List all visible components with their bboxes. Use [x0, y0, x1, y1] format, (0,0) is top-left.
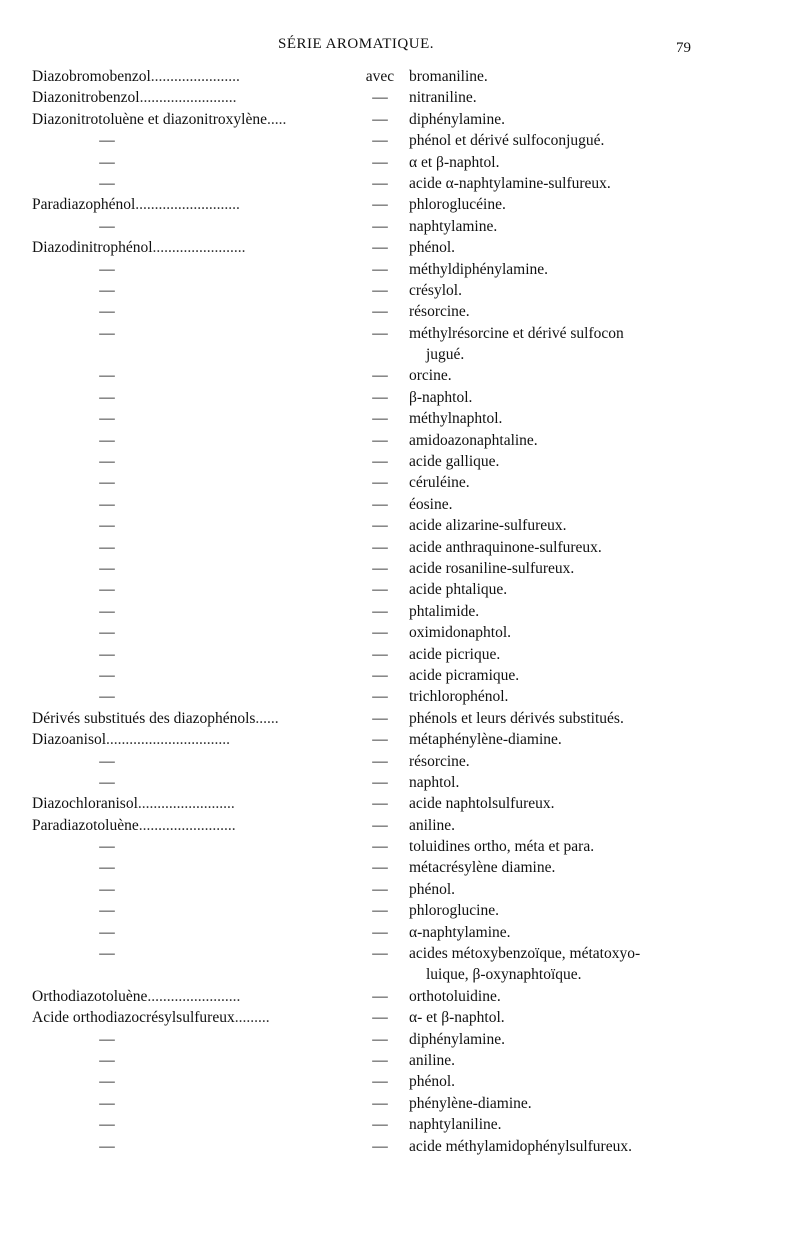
- compound-name: [32, 237, 358, 258]
- compound-name: [32, 323, 358, 344]
- relation-mark: —: [372, 410, 388, 428]
- reagent-name: orthotoluidine.: [409, 987, 501, 1005]
- relation-mark: —: [372, 303, 388, 321]
- compound-name: [32, 986, 358, 1007]
- table-row: [0, 365, 800, 386]
- running-head: SÉRIE AROMATIQUE.: [278, 36, 435, 52]
- table-row: [0, 579, 800, 600]
- compound-name: [32, 408, 358, 429]
- compound-name: [32, 1093, 358, 1114]
- relation-mark: —: [372, 324, 388, 342]
- relation-mark: —: [372, 281, 388, 299]
- relation-mark: —: [372, 388, 388, 406]
- ditto-mark: —: [99, 431, 115, 449]
- compound-name: [32, 66, 358, 87]
- ditto-mark: —: [99, 303, 115, 321]
- reagent-name: phénol.: [409, 1073, 456, 1091]
- ditto-mark: —: [99, 1116, 115, 1134]
- relation-mark: —: [372, 880, 388, 898]
- reagent-name: phloroglucéine.: [409, 196, 506, 214]
- ditto-mark: —: [99, 1030, 115, 1048]
- compound-name: [32, 1071, 358, 1092]
- reagent-name: méthyldiphénylamine.: [409, 260, 549, 278]
- dot-leader: .........................: [137, 795, 235, 813]
- reagent-name: diphénylamine.: [409, 1030, 505, 1048]
- ditto-mark: —: [99, 581, 115, 599]
- relation-mark: —: [372, 453, 388, 471]
- table-row: [0, 986, 800, 1007]
- relation-mark: —: [372, 581, 388, 599]
- compound-name: [32, 601, 358, 622]
- relation-mark: —: [372, 645, 388, 663]
- ditto-mark: —: [99, 132, 115, 150]
- ditto-mark: —: [99, 453, 115, 471]
- ditto-mark: —: [99, 559, 115, 577]
- dot-leader: .......................: [150, 68, 240, 85]
- ditto-mark: —: [99, 1051, 115, 1069]
- table-row: [0, 408, 800, 429]
- relation-mark: —: [372, 132, 388, 150]
- compound-name: [32, 708, 358, 729]
- relation-mark: —: [372, 838, 388, 856]
- ditto-mark: —: [99, 495, 115, 513]
- compound-label: Diazochloranisol: [32, 795, 138, 813]
- reagent-name: aniline.: [409, 1051, 456, 1069]
- relation-mark: —: [372, 196, 388, 214]
- compound-name: [32, 387, 358, 408]
- reagent-name: acide naphtolsulfureux.: [409, 795, 555, 813]
- relation-mark: —: [372, 474, 388, 492]
- table-row: [0, 451, 800, 472]
- relation-mark: —: [372, 174, 388, 192]
- reagent-name: phénylène-diamine.: [409, 1094, 532, 1112]
- compound-name: [32, 579, 358, 600]
- table-row: [0, 344, 800, 365]
- reagent-name: amidoazonaphtaline.: [409, 431, 538, 449]
- compound-name: [32, 494, 358, 515]
- ditto-mark: —: [99, 517, 115, 535]
- ditto-mark: —: [99, 773, 115, 791]
- reagent-name: céruléine.: [409, 474, 470, 492]
- table-row: [0, 430, 800, 451]
- compound-name: [32, 259, 358, 280]
- compound-label: Diazodinitrophénol: [32, 239, 153, 257]
- relation-mark: —: [372, 1051, 388, 1069]
- table-row: [0, 152, 800, 173]
- reagent-name: acide phtalique.: [409, 581, 508, 599]
- reagent-name: phénol.: [409, 880, 456, 898]
- dot-leader: ........................: [152, 239, 246, 257]
- table-row: [0, 815, 800, 836]
- compound-name: [32, 1029, 358, 1050]
- relation-mark: —: [372, 1116, 388, 1134]
- compound-name: [32, 622, 358, 643]
- ditto-mark: —: [99, 838, 115, 856]
- relation-mark: —: [372, 538, 388, 556]
- table-row: [0, 1093, 800, 1114]
- dot-leader: .........................: [138, 816, 236, 834]
- compound-label: Diazoanisol: [32, 731, 107, 749]
- compound-name: [32, 1114, 358, 1135]
- reagent-name: acide α-naphtylamine-sulfureux.: [409, 174, 611, 192]
- table-row: [0, 472, 800, 493]
- compound-name: [32, 472, 358, 493]
- reagent-name: α-naphtylamine.: [409, 923, 511, 941]
- dot-leader: ................................: [106, 731, 231, 749]
- compound-name: [32, 836, 358, 857]
- ditto-mark: —: [99, 281, 115, 299]
- relation-mark: —: [372, 859, 388, 877]
- ditto-mark: —: [99, 602, 115, 620]
- dot-leader: .........: [234, 1009, 270, 1027]
- compound-name: [32, 87, 358, 108]
- relation-mark: —: [372, 559, 388, 577]
- compound-name: [32, 173, 358, 194]
- relation-mark: —: [372, 688, 388, 706]
- table-row: [0, 686, 800, 707]
- compound-name: [32, 365, 358, 386]
- table-row: [0, 301, 800, 322]
- relation-mark: —: [372, 923, 388, 941]
- relation-mark: —: [372, 89, 388, 107]
- table-row: [0, 237, 800, 258]
- ditto-mark: —: [99, 410, 115, 428]
- reagent-name: acide gallique.: [409, 453, 500, 471]
- table-row: [0, 387, 800, 408]
- table-row: [0, 751, 800, 772]
- reagent-name: métacrésylène diamine.: [409, 859, 556, 877]
- reagent-name: naphtylaniline.: [409, 1116, 502, 1134]
- table-row: [0, 280, 800, 301]
- relation-mark: —: [372, 239, 388, 257]
- compound-name: [32, 194, 358, 215]
- table-row: [0, 900, 800, 921]
- table-row: [0, 772, 800, 793]
- table-row: [0, 644, 800, 665]
- compound-label: Diazobromobenzol: [32, 68, 151, 85]
- reagent-name: nitraniline.: [409, 89, 477, 107]
- compound-name: [32, 772, 358, 793]
- table-row: [0, 665, 800, 686]
- table-row: [0, 323, 800, 344]
- relation-mark: —: [372, 987, 388, 1005]
- page-header: [0, 36, 800, 56]
- reagent-name: résorcine.: [409, 752, 470, 770]
- table-row: [0, 66, 800, 87]
- reaction-table: [0, 66, 800, 1157]
- relation-mark: —: [372, 773, 388, 791]
- ditto-mark: —: [99, 752, 115, 770]
- compound-name: [32, 430, 358, 451]
- reagent-name: acide méthylamidophénylsulfureux.: [409, 1137, 632, 1155]
- reagent-name: phénols et leurs dérivés substitués.: [409, 709, 624, 727]
- reagent-name: acide anthraquinone-sulfureux.: [409, 538, 602, 556]
- table-row: [0, 943, 800, 964]
- compound-name: [32, 1136, 358, 1157]
- ditto-mark: —: [99, 474, 115, 492]
- ditto-mark: —: [99, 880, 115, 898]
- reagent-name: aniline.: [409, 816, 456, 834]
- compound-name: [32, 1007, 358, 1028]
- table-row: [0, 708, 800, 729]
- table-row: [0, 1114, 800, 1135]
- dot-leader: ......: [255, 709, 279, 727]
- dot-leader: ........................: [147, 987, 241, 1005]
- table-row: [0, 87, 800, 108]
- reagent-continuation: jugué.: [426, 346, 465, 364]
- reagent-name: acide alizarine-sulfureux.: [409, 517, 567, 535]
- ditto-mark: —: [99, 666, 115, 684]
- compound-name: [32, 537, 358, 558]
- ditto-mark: —: [99, 1137, 115, 1155]
- compound-name: [32, 1050, 358, 1071]
- compound-name: [32, 815, 358, 836]
- reagent-name: bromaniline.: [409, 68, 488, 85]
- table-row: [0, 964, 800, 985]
- compound-name: [32, 451, 358, 472]
- table-row: [0, 1029, 800, 1050]
- ditto-mark: —: [99, 688, 115, 706]
- reagent-name: acide rosaniline-sulfureux.: [409, 559, 575, 577]
- relation-mark: —: [372, 731, 388, 749]
- reagent-name: naphtylamine.: [409, 217, 498, 235]
- ditto-mark: —: [99, 153, 115, 171]
- relation-mark: —: [372, 795, 388, 813]
- table-row: [0, 836, 800, 857]
- ditto-mark: —: [99, 388, 115, 406]
- ditto-mark: —: [99, 260, 115, 278]
- table-row: [0, 1071, 800, 1092]
- relation-mark: —: [372, 153, 388, 171]
- compound-name: [32, 152, 358, 173]
- compound-name: [32, 751, 358, 772]
- table-row: [0, 194, 800, 215]
- table-row: [0, 793, 800, 814]
- reagent-name: résorcine.: [409, 303, 470, 321]
- relation-mark: —: [372, 1094, 388, 1112]
- relation-mark: —: [372, 431, 388, 449]
- table-row: [0, 1050, 800, 1071]
- compound-name: [32, 558, 358, 579]
- table-row: [0, 173, 800, 194]
- reagent-name: α et β-naphtol.: [409, 153, 500, 171]
- table-row: [0, 130, 800, 151]
- relation-mark: —: [372, 367, 388, 385]
- reagent-name: acide picrique.: [409, 645, 501, 663]
- relation-mark: —: [372, 602, 388, 620]
- table-row: [0, 216, 800, 237]
- reagent-name: trichlorophénol.: [409, 688, 509, 706]
- compound-name: [32, 280, 358, 301]
- table-row: [0, 729, 800, 750]
- reagent-continuation: luique, β-oxynaphtoïque.: [426, 966, 582, 984]
- reagent-name: métaphénylène-diamine.: [409, 731, 562, 749]
- relation-mark: —: [372, 1030, 388, 1048]
- table-row: [0, 1136, 800, 1157]
- relation-mark: —: [372, 709, 388, 727]
- compound-name: [32, 216, 358, 237]
- ditto-mark: —: [99, 902, 115, 920]
- relation-mark: —: [372, 816, 388, 834]
- reagent-name: méthylrésorcine et dérivé sulfocon: [409, 324, 624, 342]
- relation-mark: —: [372, 902, 388, 920]
- table-row: [0, 622, 800, 643]
- table-row: [0, 494, 800, 515]
- dot-leader: .....: [267, 110, 287, 128]
- compound-label: Dérivés substitués des diazophénols: [32, 709, 256, 727]
- relation-mark: —: [372, 495, 388, 513]
- ditto-mark: —: [99, 367, 115, 385]
- relation-mark: —: [372, 1009, 388, 1027]
- reagent-name: crésylol.: [409, 281, 462, 299]
- compound-name: [32, 130, 358, 151]
- reagent-name: phtalimide.: [409, 602, 480, 620]
- reagent-name: toluidines ortho, méta et para.: [409, 838, 595, 856]
- ditto-mark: —: [99, 923, 115, 941]
- compound-label: Paradiazophénol: [32, 196, 136, 214]
- table-row: [0, 515, 800, 536]
- dot-leader: .........................: [139, 89, 237, 107]
- reagent-name: diphénylamine.: [409, 110, 505, 128]
- compound-name: [32, 301, 358, 322]
- compound-name: [32, 922, 358, 943]
- relation-mark: —: [372, 945, 388, 963]
- reagent-name: éosine.: [409, 495, 453, 513]
- ditto-mark: —: [99, 1073, 115, 1091]
- reagent-name: β-naphtol.: [409, 388, 473, 406]
- page-number: 79: [676, 40, 691, 56]
- relation-mark: —: [372, 1137, 388, 1155]
- table-row: [0, 922, 800, 943]
- compound-name: [32, 644, 358, 665]
- compound-name: [32, 109, 358, 130]
- reagent-name: phénol et dérivé sulfoconjugué.: [409, 132, 605, 150]
- compound-label: Acide orthodiazocrésylsulfureux: [32, 1009, 235, 1027]
- relation-mark: —: [372, 666, 388, 684]
- reagent-name: phloroglucine.: [409, 902, 499, 920]
- reagent-name: phénol.: [409, 239, 456, 257]
- reagent-name: acide picramique.: [409, 666, 520, 684]
- table-row: [0, 1007, 800, 1028]
- compound-label: Diazonitrobenzol: [32, 89, 140, 107]
- ditto-mark: —: [99, 324, 115, 342]
- compound-name: [32, 686, 358, 707]
- ditto-mark: —: [99, 1094, 115, 1112]
- ditto-mark: —: [99, 645, 115, 663]
- ditto-mark: —: [99, 945, 115, 963]
- compound-name: [32, 793, 358, 814]
- compound-label: Paradiazotoluène: [32, 816, 139, 834]
- ditto-mark: —: [99, 174, 115, 192]
- table-row: [0, 259, 800, 280]
- table-row: [0, 857, 800, 878]
- ditto-mark: —: [99, 859, 115, 877]
- relation-mark: —: [372, 217, 388, 235]
- compound-name: [32, 857, 358, 878]
- relation-mark: avec: [365, 68, 395, 85]
- ditto-mark: —: [99, 624, 115, 642]
- dot-leader: ...........................: [135, 196, 240, 214]
- ditto-mark: —: [99, 538, 115, 556]
- compound-name: [32, 515, 358, 536]
- relation-mark: —: [372, 110, 388, 128]
- compound-name: [32, 879, 358, 900]
- table-row: [0, 109, 800, 130]
- table-row: [0, 558, 800, 579]
- ditto-mark: —: [99, 217, 115, 235]
- relation-mark: —: [372, 260, 388, 278]
- reagent-name: orcine.: [409, 367, 452, 385]
- compound-name: [32, 900, 358, 921]
- table-row: [0, 537, 800, 558]
- reagent-name: oximidonaphtol.: [409, 624, 512, 642]
- compound-label: Orthodiazotoluène: [32, 987, 148, 1005]
- reagent-name: α- et β-naphtol.: [409, 1009, 505, 1027]
- reagent-name: acides métoxybenzoïque, métatoxyo-: [409, 945, 641, 963]
- compound-label: Diazonitrotoluène et diazonitroxylène: [32, 110, 267, 128]
- compound-name: [32, 665, 358, 686]
- reagent-name: méthylnaphtol.: [409, 410, 503, 428]
- relation-mark: —: [372, 1073, 388, 1091]
- compound-name: [32, 729, 358, 750]
- reagent-name: naphtol.: [409, 773, 460, 791]
- relation-mark: —: [372, 517, 388, 535]
- table-row: [0, 601, 800, 622]
- relation-mark: —: [372, 752, 388, 770]
- compound-name: [32, 943, 358, 964]
- table-row: [0, 879, 800, 900]
- relation-mark: —: [372, 624, 388, 642]
